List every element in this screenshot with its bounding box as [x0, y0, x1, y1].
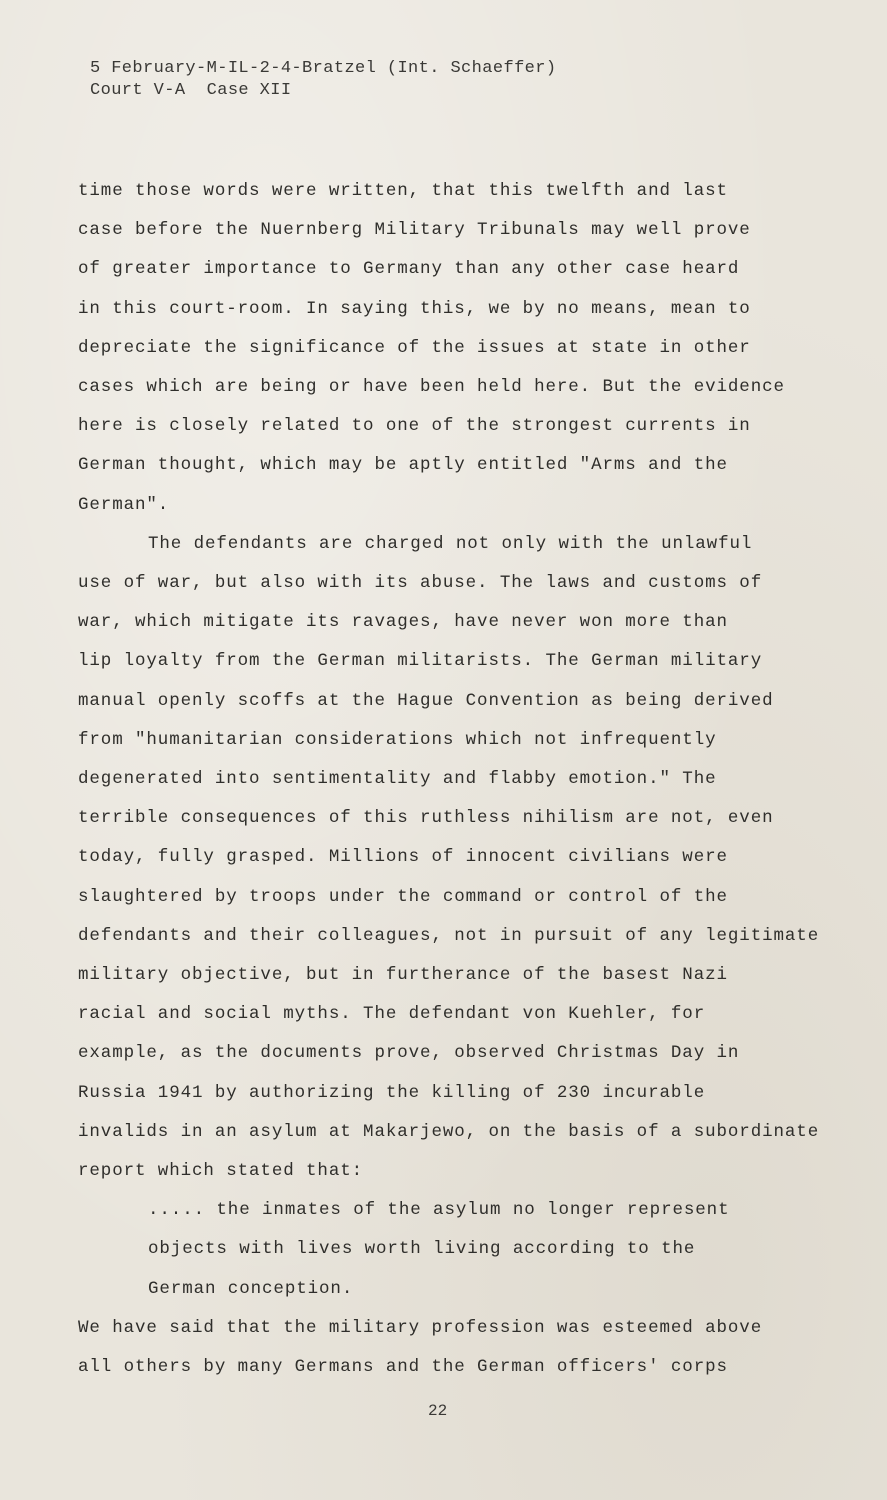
- body-text: [78, 172, 838, 1387]
- text-line: from "humanitarian considerations which not infrequently: [78, 729, 717, 750]
- text-line: The defendants are charged not only with the unlawful: [148, 533, 753, 554]
- text-line: terrible consequences of this ruthless nihilism are not, even: [78, 808, 774, 829]
- text-line: defendants and their colleagues, not in pursuit of any legitimate: [78, 925, 820, 946]
- text-line: invalids in an asylum at Makarjewo, on the basis of a subordinate: [78, 1121, 820, 1142]
- paragraph-2: [78, 525, 838, 1191]
- text-line: case before the Nuernberg Military Tribunals may well prove: [78, 220, 751, 241]
- text-line: lip loyalty from the German militarists. The German military: [78, 651, 763, 672]
- text-line: example, as the documents prove, observed Christmas Day in: [78, 1043, 740, 1064]
- text-line: military objective, but in furtherance of the basest Nazi: [78, 965, 728, 986]
- text-line: war, which mitigate its ravages, have never won more than: [78, 612, 728, 633]
- page-number: 22: [428, 1402, 448, 1420]
- quote-line: objects with lives worth living according to the: [148, 1239, 696, 1260]
- header-line-2: Court V-A Case XII: [90, 81, 292, 100]
- paragraph-3: [78, 1309, 838, 1387]
- text-line: German thought, which may be aptly entitled "Arms and the: [78, 455, 728, 476]
- text-line: Russia 1941 by authorizing the killing of 230 incurable: [78, 1082, 706, 1103]
- text-line: all others by many Germans and the German officers' corps: [78, 1357, 728, 1378]
- text-line: report which stated that:: [78, 1161, 364, 1182]
- text-line: in this court-room. In saying this, we by no means, mean to: [78, 298, 751, 319]
- page-header: [90, 58, 556, 102]
- text-line: cases which are being or have been held here. But the evidence: [78, 377, 785, 398]
- paragraph-1: [78, 172, 838, 525]
- text-line: time those words were written, that this twelfth and last: [78, 181, 728, 201]
- text-line: use of war, but also with its abuse. The laws and customs of: [78, 573, 763, 594]
- text-line: German".: [78, 494, 170, 515]
- text-line: slaughtered by troops under the command or control of the: [78, 886, 728, 907]
- text-line: here is closely related to one of the strongest currents in: [78, 416, 751, 437]
- quote-line: German conception.: [148, 1278, 354, 1299]
- text-line: degenerated into sentimentality and flabby emotion." The: [78, 769, 717, 790]
- header-line-1: 5 February-M-IL-2-4-Bratzel (Int. Schaeffer): [90, 59, 557, 78]
- text-line: depreciate the significance of the issues at state in other: [78, 337, 751, 358]
- text-line: We have said that the military profession was esteemed above: [78, 1317, 763, 1338]
- text-line: of greater importance to Germany than any other case heard: [78, 259, 740, 280]
- text-line: manual openly scoffs at the Hague Convention as being derived: [78, 690, 774, 711]
- quote-line: ..... the inmates of the asylum no longer represent: [148, 1200, 730, 1221]
- text-line: racial and social myths. The defendant von Kuehler, for: [78, 1004, 706, 1025]
- block-quote: [78, 1191, 838, 1309]
- text-line: today, fully grasped. Millions of innocent civilians were: [78, 847, 728, 868]
